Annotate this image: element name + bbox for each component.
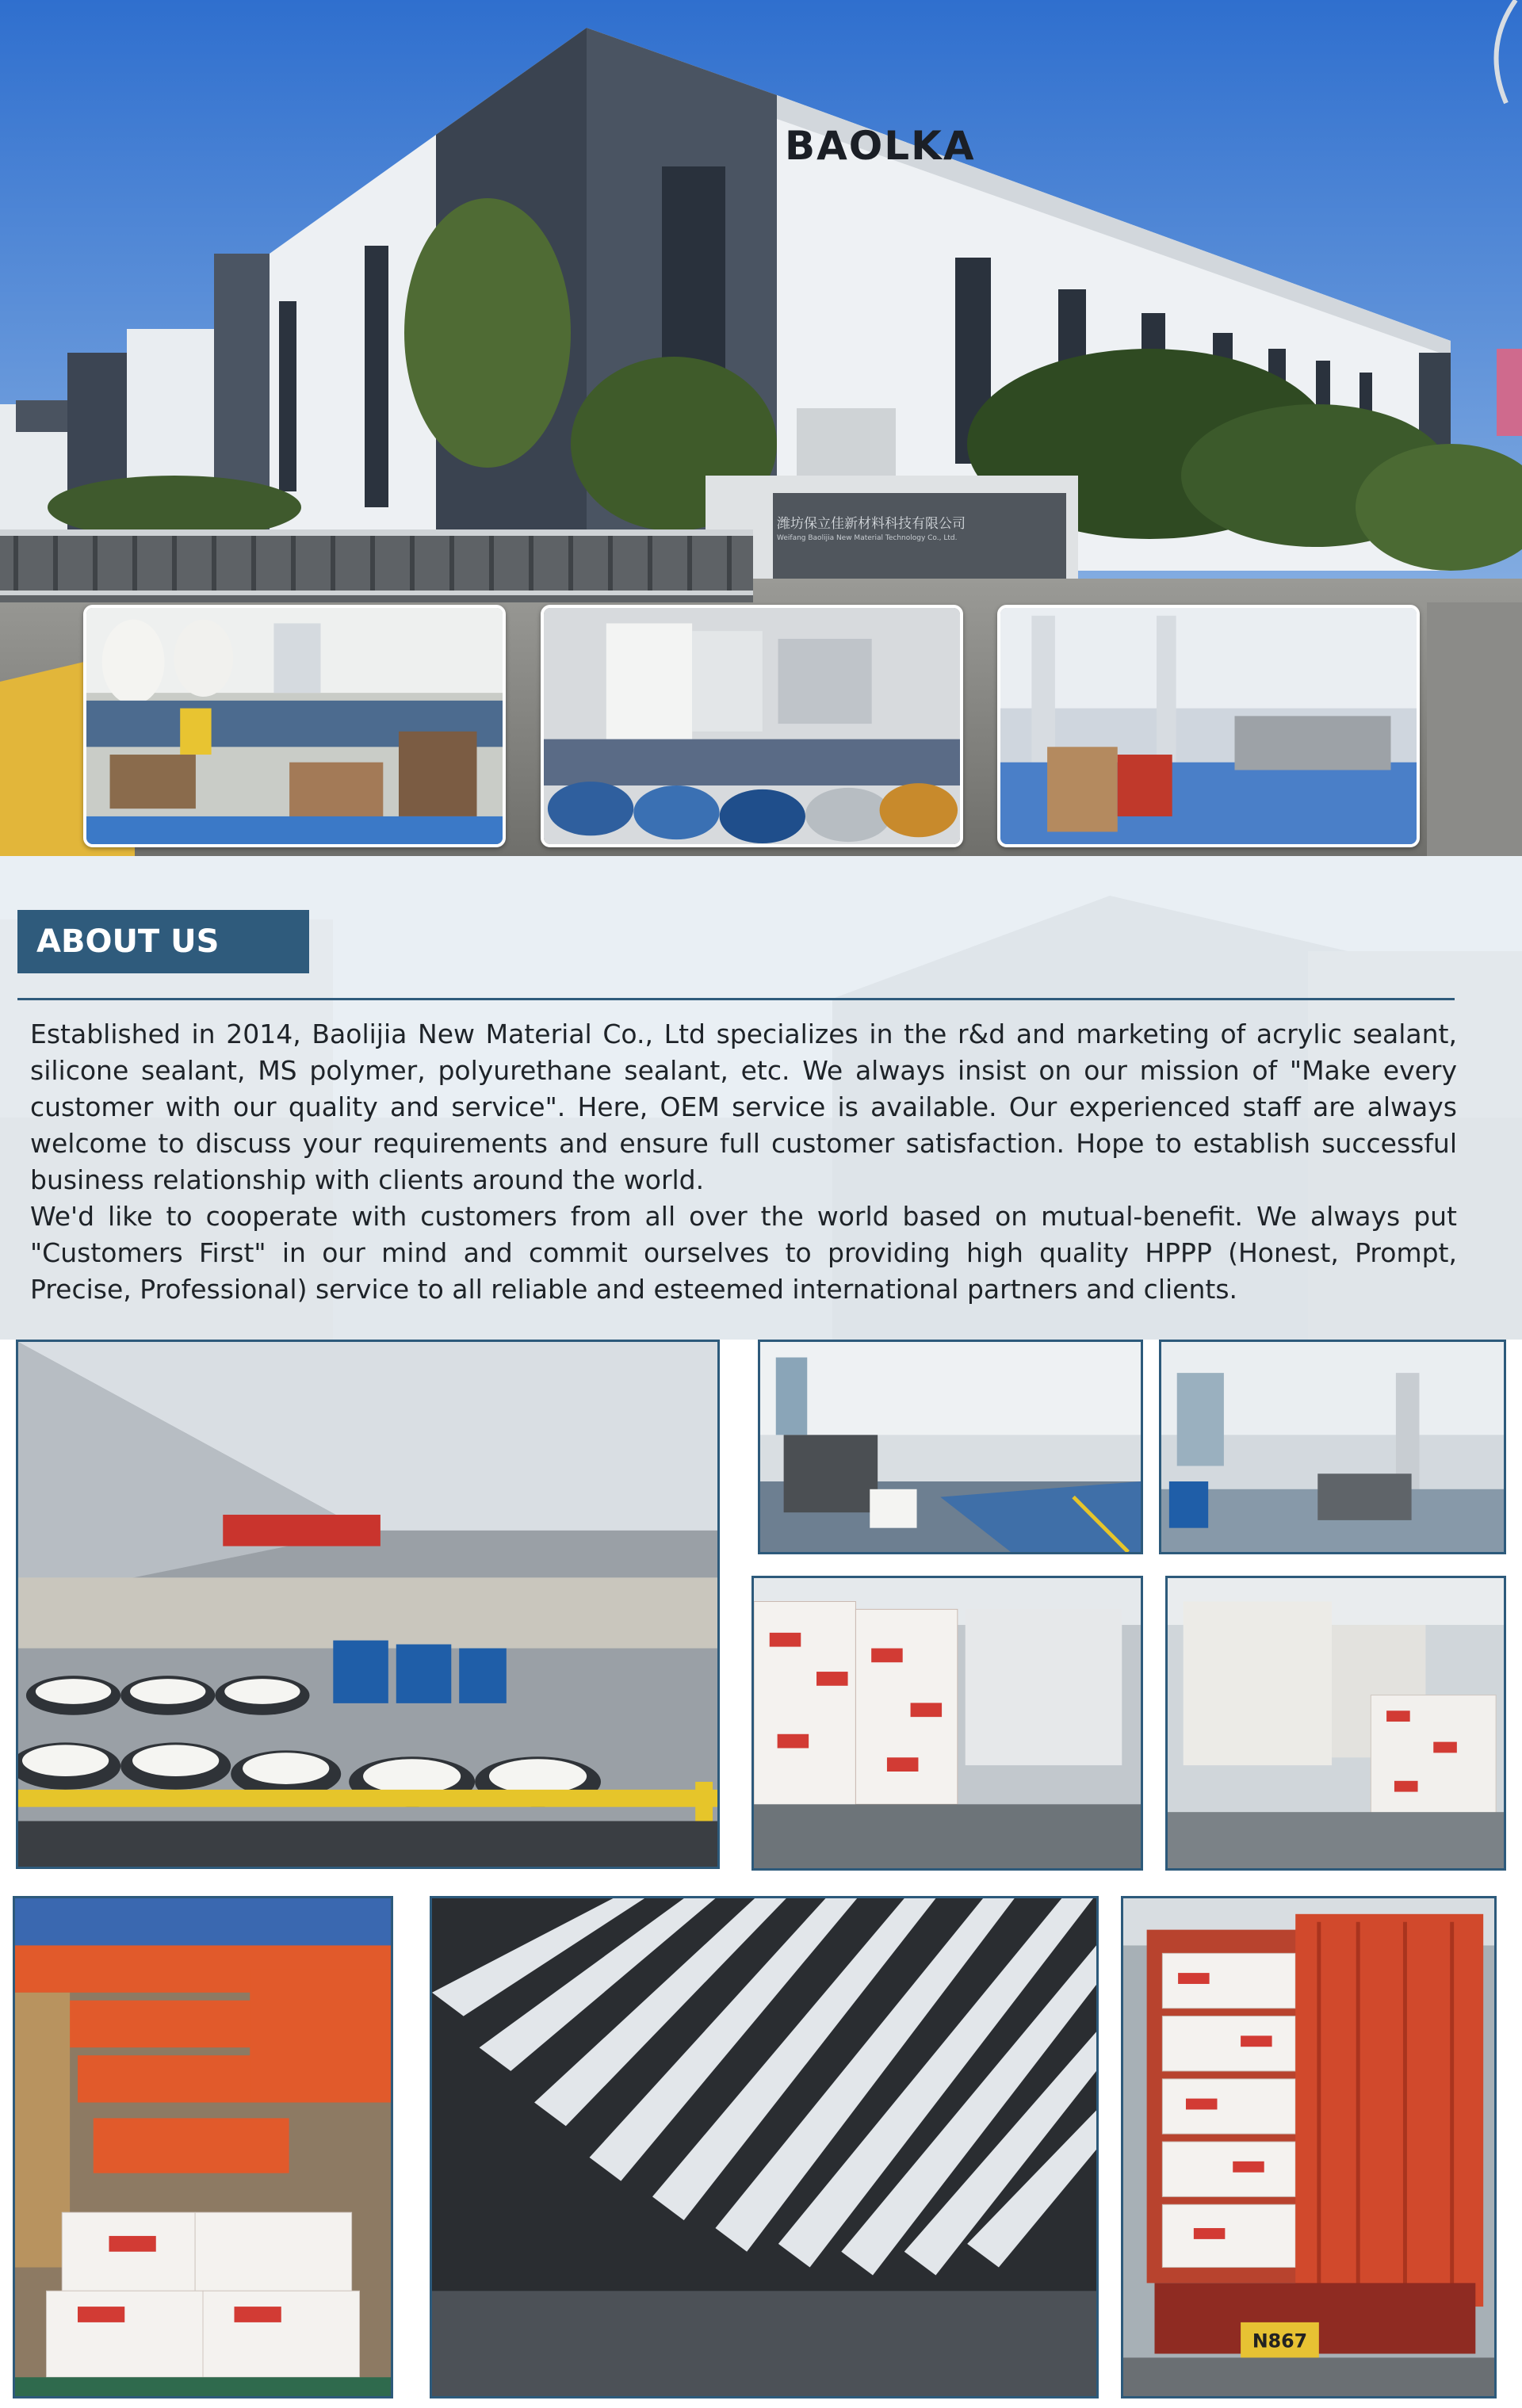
about-us-heading: ABOUT US	[17, 910, 309, 973]
about-divider	[17, 998, 1455, 1000]
workshop-photo-2	[541, 605, 963, 847]
orange-cartons-photo	[13, 1896, 393, 2398]
company-logo: BAOLKA	[785, 123, 976, 169]
about-paragraph-2: We'd like to cooperate with customers from all over the world based on mutual-benefit. We always put "Customers First" in our mind and commit ourselves to providing high quality HPPP (Honest, Prompt, Precise, Professional) service to all reliable and esteemed international partners and clients.	[30, 1201, 1457, 1305]
warehouse-drums-photo	[16, 1340, 720, 1869]
company-plaque	[777, 515, 1031, 544]
workshop-photo-3	[997, 605, 1420, 847]
packed-cartons-photo-1	[751, 1576, 1143, 1871]
plaque-english-name: Weifang Baolijia New Material Technology Co., Ltd.	[777, 534, 958, 542]
production-line-photo-2	[1159, 1340, 1506, 1554]
sealant-cartridges-photo	[430, 1896, 1099, 2398]
about-paragraph-1: Established in 2014, Baolijia New Material Co., Ltd specializes in the r&d and marketing of acrylic sealant, silicone sealant, MS polymer, polyurethane sealant, etc. We always insist on our mission of "Make every customer with our quality and service". Here, OEM service is available. Our experienced staff are always welcome to discuss your requirements and ensure full customer satisfaction. Hope to establish successful business relationship with clients around the world.	[30, 1019, 1457, 1195]
shipping-container-photo	[1121, 1896, 1497, 2398]
workshop-photo-1	[83, 605, 506, 847]
stacked-pallets-photo	[1165, 1576, 1506, 1871]
plaque-chinese-name: 潍坊保立佳新材料科技有限公司	[777, 516, 966, 532]
truck-license-plate: N867	[1252, 2330, 1308, 2353]
production-line-photo-1	[758, 1340, 1143, 1554]
about-description	[30, 1016, 1457, 1308]
